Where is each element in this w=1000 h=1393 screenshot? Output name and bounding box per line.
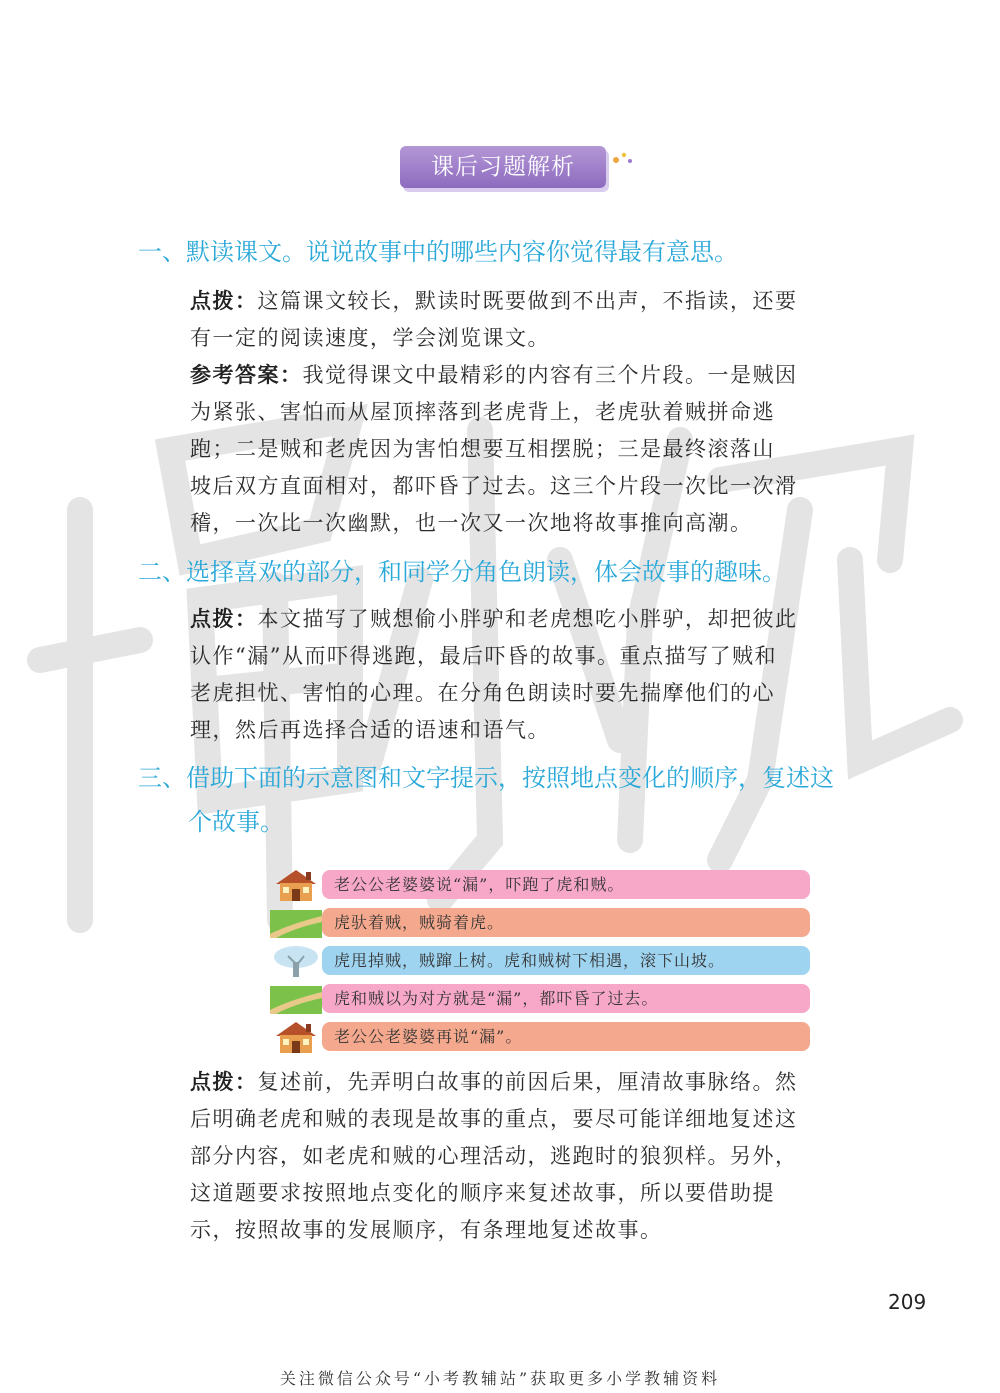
step-item [270, 866, 815, 904]
hint-label: 点拨： [190, 607, 258, 631]
hint-label: 点拨： [190, 1070, 258, 1094]
hint-line: 认作“漏”从而吓得逃跑，最后吓昏的故事。重点描写了贼和 [190, 644, 777, 668]
answer-line: 跑；二是贼和老虎因为害怕想要互相摆脱；三是最终滚落山 [190, 437, 775, 461]
step-text: 虎甩掉贼，贼蹿上树。虎和贼树下相遇，滚下山坡。 [322, 946, 810, 975]
question-number: 一、 [138, 238, 186, 266]
step-text: 虎驮着贼，贼骑着虎。 [322, 908, 810, 937]
question-text: 默读课文。说说故事中的哪些内容你觉得最有意思。 [186, 238, 738, 266]
answer-line: 参考答案：我觉得课文中最精彩的内容有三个片段。一是贼因 [190, 363, 798, 387]
hint-line: 理，然后再选择合适的语速和语气。 [190, 718, 550, 742]
house-icon [270, 868, 322, 902]
q1-answer [190, 357, 890, 542]
hint-line: 老虎担忧、害怕的心理。在分角色朗读时要先揣摩他们的心 [190, 681, 775, 705]
question-1 [138, 230, 738, 274]
q1-hint [190, 283, 890, 357]
decorative-dots-icon [612, 150, 634, 166]
answer-line: 稽，一次比一次幽默，也一次又一次地将故事推向高潮。 [190, 511, 753, 535]
question-number: 二、 [138, 558, 186, 586]
step-text: 老公公老婆婆再说“漏”。 [322, 1022, 810, 1051]
hint-line: 示，按照故事的发展顺序，有条理地复述故事。 [190, 1218, 663, 1242]
step-text: 虎和贼以为对方就是“漏”，都吓昏了过去。 [322, 984, 810, 1013]
hint-line: 点拨：复述前，先弄明白故事的前因后果，厘清故事脉络。然 [190, 1070, 798, 1094]
hint-line: 有一定的阅读速度，学会浏览课文。 [190, 326, 550, 350]
hint-line: 这道题要求按照地点变化的顺序来复述故事，所以要借助提 [190, 1181, 775, 1205]
answer-line: 为紧张、害怕而从屋顶摔落到老虎背上，老虎驮着贼拼命逃 [190, 400, 775, 424]
tree-icon [270, 944, 322, 978]
step-text: 老公公老婆婆说“漏”，吓跑了虎和贼。 [322, 870, 810, 899]
footer-note: 关注微信公众号“小考教辅站”获取更多小学教辅资料 [279, 1369, 721, 1388]
hint-line: 部分内容，如老虎和贼的心理活动，逃跑时的狼狈样。另外， [190, 1144, 798, 1168]
question-3 [138, 756, 834, 844]
step-item [270, 904, 815, 942]
section-title-badge: 课后习题解析 [400, 146, 606, 188]
q3-hint [190, 1064, 890, 1249]
question-number: 三、 [138, 764, 186, 792]
grass-path-icon [270, 906, 322, 940]
answer-line: 坡后双方直面相对，都吓昏了过去。这三个片段一次比一次滑 [190, 474, 798, 498]
step-item [270, 942, 815, 980]
hint-line: 点拨：本文描写了贼想偷小胖驴和老虎想吃小胖驴，却把彼此 [190, 607, 798, 631]
answer-label: 参考答案： [190, 363, 303, 387]
q2-hint [190, 601, 890, 749]
question-text: 选择喜欢的部分，和同学分角色朗读，体会故事的趣味。 [186, 558, 786, 586]
house-icon [270, 1020, 322, 1054]
step-item [270, 980, 815, 1018]
story-steps-diagram [270, 866, 815, 1056]
question-text: 借助下面的示意图和文字提示，按照地点变化的顺序，复述这 [186, 764, 834, 792]
hint-label: 点拨： [190, 289, 258, 313]
question-text: 个故事。 [188, 808, 284, 836]
grass-path-icon [270, 982, 322, 1016]
page-number: 209 [888, 1290, 927, 1314]
question-2 [138, 550, 786, 594]
hint-line: 点拨：这篇课文较长，默读时既要做到不出声，不指读，还要 [190, 289, 798, 313]
hint-line: 后明确老虎和贼的表现是故事的重点，要尽可能详细地复述这 [190, 1107, 798, 1131]
step-item [270, 1018, 815, 1056]
